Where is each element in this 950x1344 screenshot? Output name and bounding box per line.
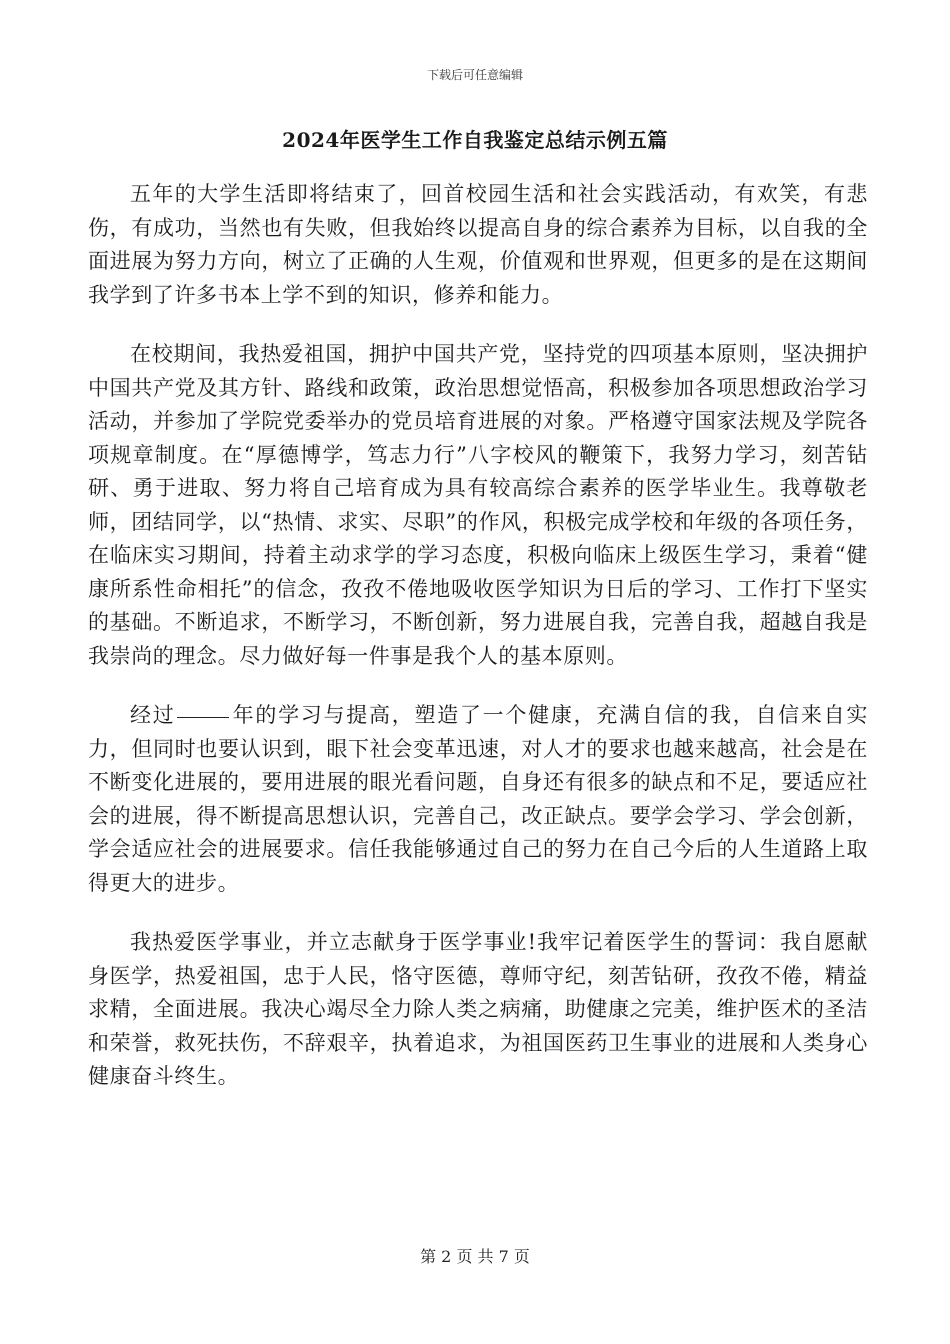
paragraph (88, 699, 868, 900)
paragraph: 五年的大学生活即将结束了，回首校园生活和社会实践活动，有欢笑，有悲伤，有成功，当然也有失败，但我始终以提高自身的综合素养为目标，以自我的全面进展为努力方向，树立了正确的人生观，价值观和世界观，但更多的是在这期间我学到了许多书本上学不到的知识，修养和能力。 (88, 182, 868, 307)
header-note: 下载后可任意编辑 (426, 68, 523, 82)
paragraph: 在校期间，我热爱祖国，拥护中国共产党，坚持党的四项基本原则，坚决拥护中国共产党及其方针、路线和政策，政治思想觉悟高，积极参加各项思想政治学习活动，并参加了学院党委举办的党员培育进展的对象。严格遵守国家法规及学院各项规章制度。在“厚德博学，笃志力行”八字校风的鞭策下，我努力学习，刻苦钻研、勇于进取、努力将自己培育成为具有较高综合素养的医学毕业生。我尊敬老师，团结同学，以“热情、求实、尽职”的作风，积极完成学校和年级的各项任务，在临床实习期间，持着主动求学的学习态度，积极向临床上级医生学习，秉着“健康所系性命相托”的信念，孜孜不倦地吸收医学知识为日后的学习、工作打下坚实的基础。不断追求，不断学习，不断创新，努力进展自我，完善自我，超越自我是我崇尚的理念。尽力做好每一件事是我个人的基本原则。 (88, 342, 868, 668)
paragraph-text: 经过 (130, 703, 176, 727)
fill-in-blank (177, 716, 229, 718)
paragraph: 我热爱医学事业，并立志献身于医学事业!我牢记着医学生的誓词：我自愿献身医学，热爱祖国，忠于人民，恪守医德，尊师守纪，刻苦钻研，孜孜不倦，精益求精，全面进展。我决心竭尽全力除人类之病痛，助健康之完美，维护医术的圣洁和荣誉，救死扶伤，不辞艰辛，执着追求，为祖国医药卫生事业的进展和人类身心健康奋斗终生。 (88, 930, 868, 1088)
document-body (88, 178, 868, 1120)
page-number: 第 2 页 共 7 页 (420, 1247, 530, 1266)
paragraph-text: 年的学习与提高，塑造了一个健康，充满自信的我，自信来自实力，但同时也要认识到，眼下社会变革迅速，对人才的要求也越来越高，社会是在不断变化进展的，要用进展的眼光看问题，自身还有很多的缺点和不足，要适应社会的进展，得不断提高思想认识，完善自己，改正缺点。要学会学习、学会创新，学会适应社会的进展要求。信任我能够通过自己的努力在自己今后的人生道路上取得更大的进步。 (88, 703, 868, 895)
page-title: 2024年医学生工作自我鉴定总结示例五篇 (282, 128, 668, 152)
